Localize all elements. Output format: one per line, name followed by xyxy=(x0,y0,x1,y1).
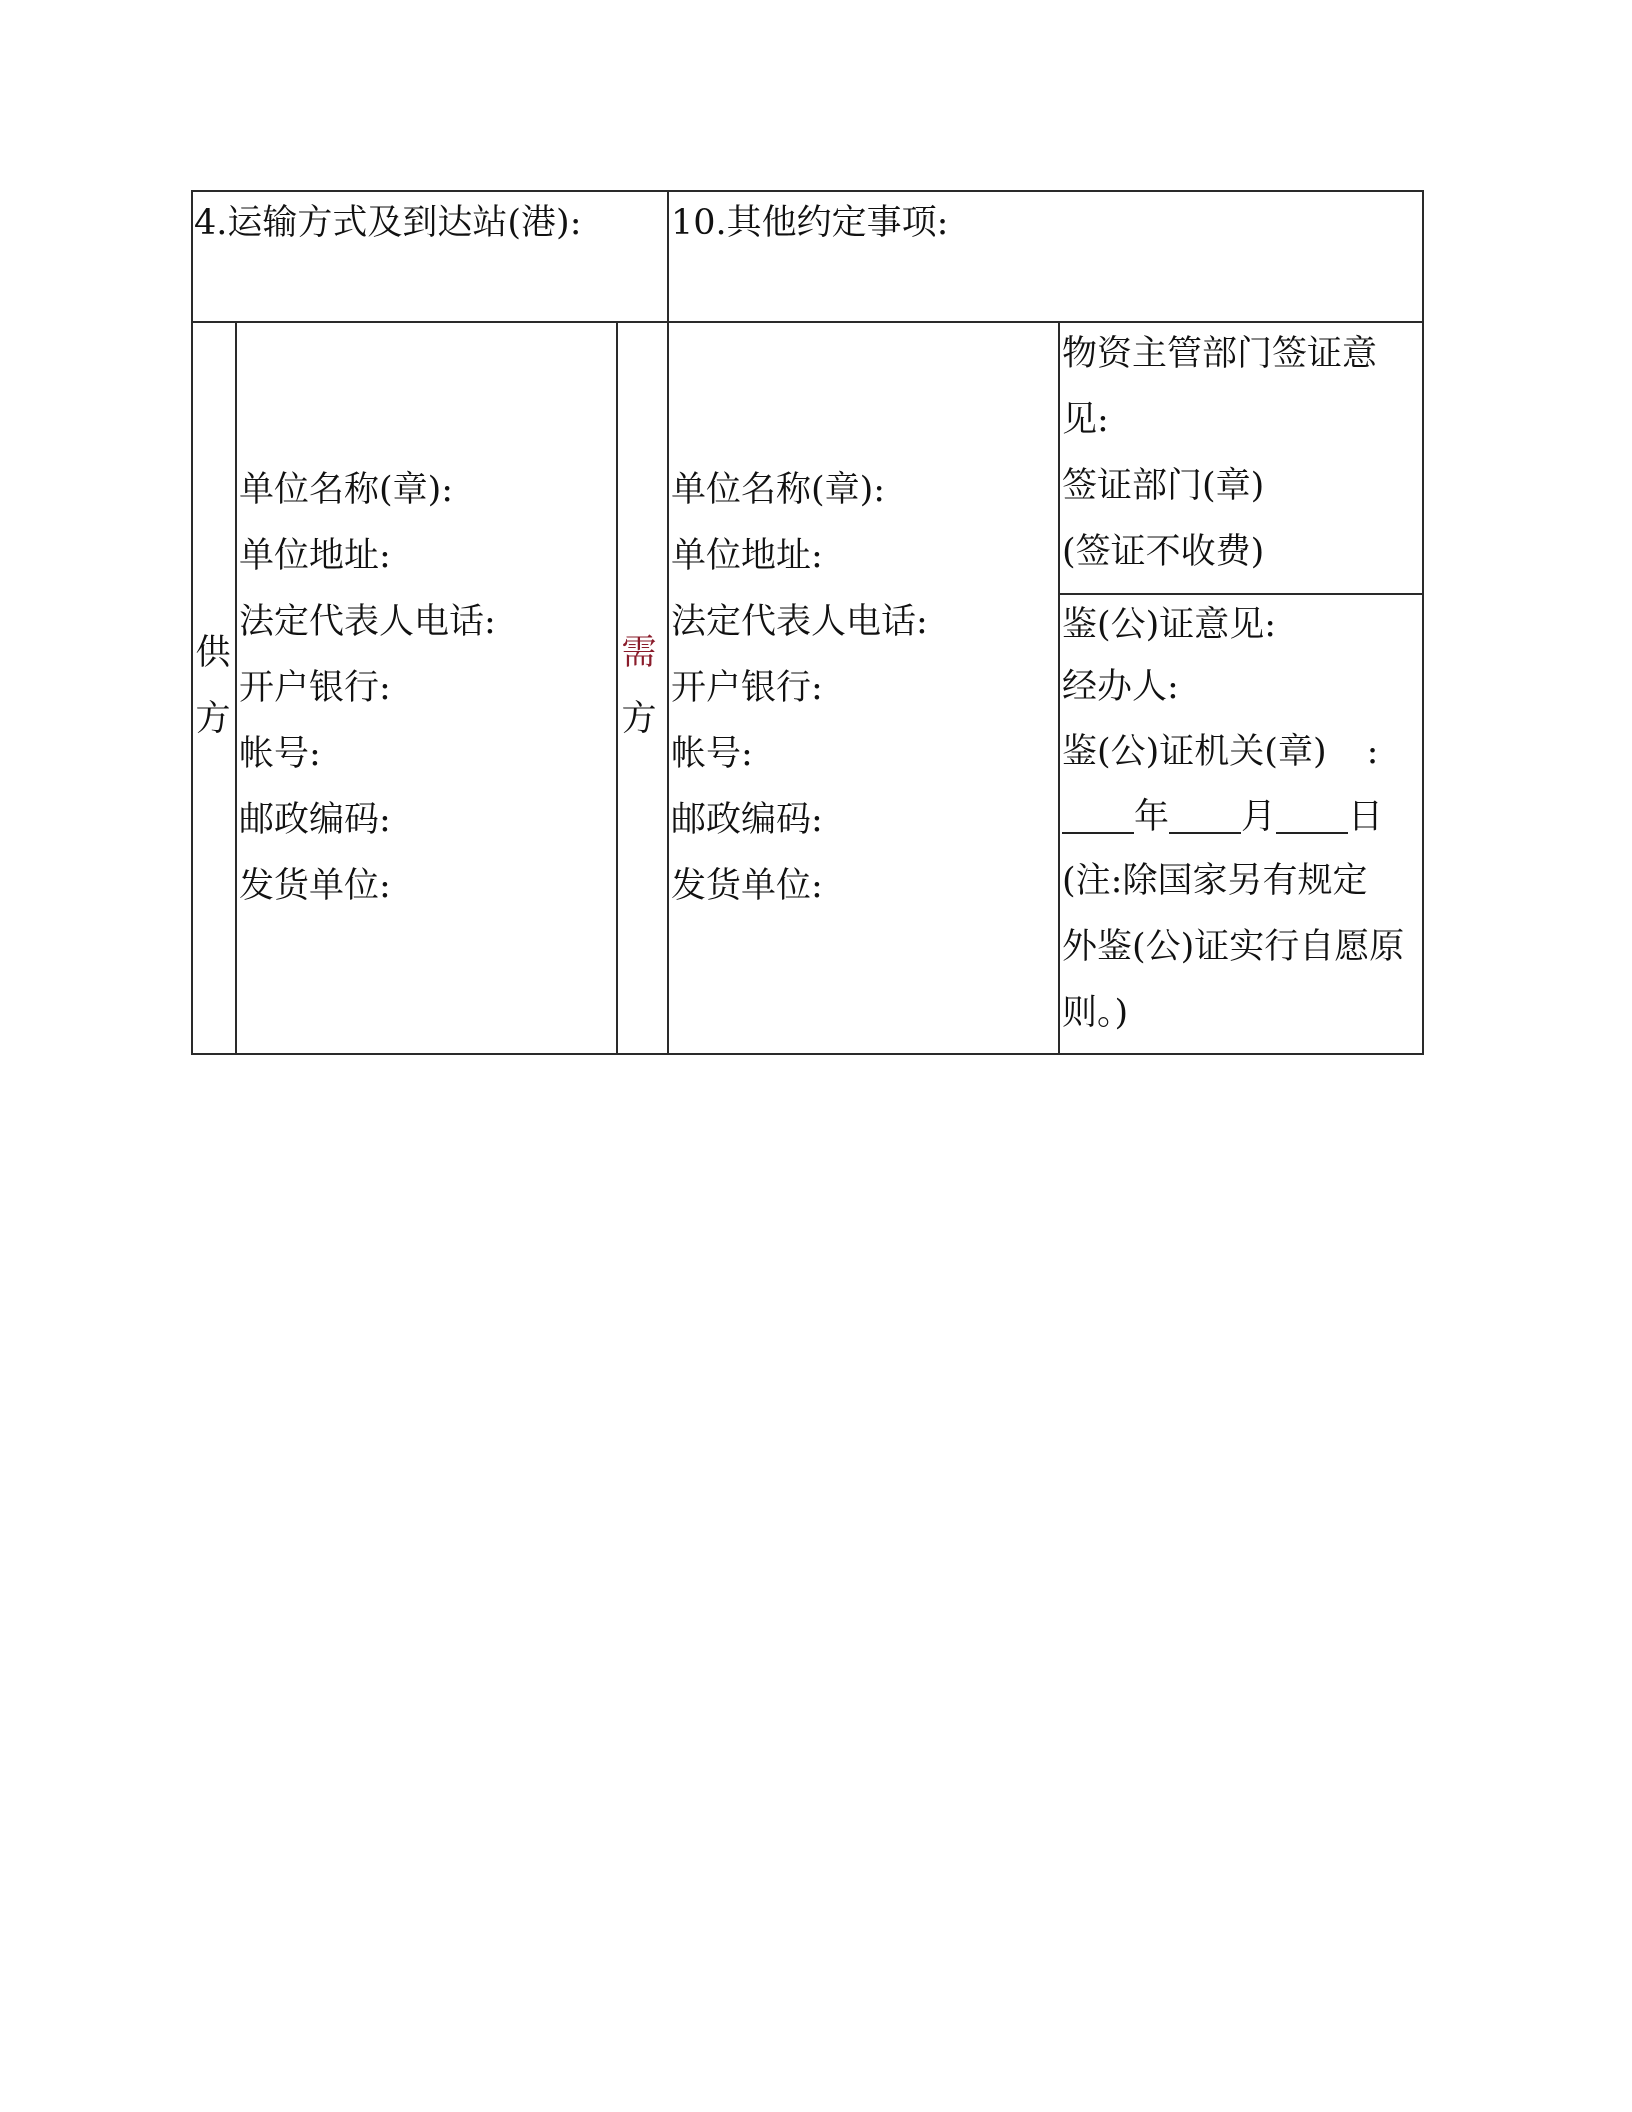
table-border-mid xyxy=(667,190,669,1055)
other-terms-label: 10.其他约定事项: xyxy=(671,203,949,243)
supplier-label: 供 方 xyxy=(195,633,231,739)
notary-office-seal: 鉴(公)证机关(章) xyxy=(1062,732,1327,772)
table-border-supplier-label xyxy=(235,321,237,1055)
buyer-address-field: 单位地址: xyxy=(671,536,823,576)
year-label: 年 xyxy=(1134,797,1170,837)
month-blank xyxy=(1169,792,1241,834)
buyer-shipper-field: 发货单位: xyxy=(671,866,823,906)
supplier-address-field: 单位地址: xyxy=(239,536,391,576)
authority-opinion-line1: 物资主管部门签证意 xyxy=(1062,334,1378,374)
day-label: 日 xyxy=(1348,797,1384,837)
authority-opinion-line2: 见: xyxy=(1062,400,1109,440)
buyer-rep-phone-field: 法定代表人电话: xyxy=(671,602,928,642)
day-blank xyxy=(1276,792,1348,834)
table-border-right xyxy=(1422,190,1424,1055)
buyer-bank-field: 开户银行: xyxy=(671,668,823,708)
notary-note-line3: 则。) xyxy=(1062,993,1129,1033)
buyer-label: 需 方 xyxy=(621,633,657,739)
notary-opinion: 鉴(公)证意见: xyxy=(1062,605,1277,645)
buyer-fields xyxy=(671,457,928,919)
authority-department-seal: 签证部门(章) xyxy=(1062,466,1265,506)
buyer-account-field: 帐号: xyxy=(671,734,753,774)
notary-note-line1: (注:除国家另有规定 xyxy=(1062,861,1368,901)
notary-date-row xyxy=(1062,786,1404,848)
year-blank xyxy=(1062,792,1134,834)
supplier-rep-phone-field: 法定代表人电话: xyxy=(239,602,496,642)
table-border-bottom xyxy=(191,1053,1424,1055)
supplier-account-field: 帐号: xyxy=(239,734,321,774)
authority-fee-note: (签证不收费) xyxy=(1062,532,1265,572)
notary-office-seal-row xyxy=(1062,718,1404,786)
supplier-postcode-field: 邮政编码: xyxy=(239,800,391,840)
supplier-name-field: 单位名称(章): xyxy=(239,470,454,510)
supplier-shipper-field: 发货单位: xyxy=(239,866,391,906)
table-border-buyer-label-left xyxy=(616,321,618,1055)
table-border-authority-left xyxy=(1058,321,1060,1055)
notary-section xyxy=(1062,594,1404,1046)
month-label: 月 xyxy=(1241,797,1277,837)
supplier-bank-field: 开户银行: xyxy=(239,668,391,708)
notary-office-colon: : xyxy=(1366,732,1379,772)
buyer-postcode-field: 邮政编码: xyxy=(671,800,823,840)
authority-section xyxy=(1062,321,1377,585)
buyer-name-field: 单位名称(章): xyxy=(671,470,886,510)
notary-handler: 经办人: xyxy=(1062,667,1179,707)
transport-method-label: 4.运输方式及到达站(港): xyxy=(194,203,582,243)
notary-note-line2: 外鉴(公)证实行自愿原 xyxy=(1062,927,1405,967)
supplier-fields xyxy=(239,457,496,919)
